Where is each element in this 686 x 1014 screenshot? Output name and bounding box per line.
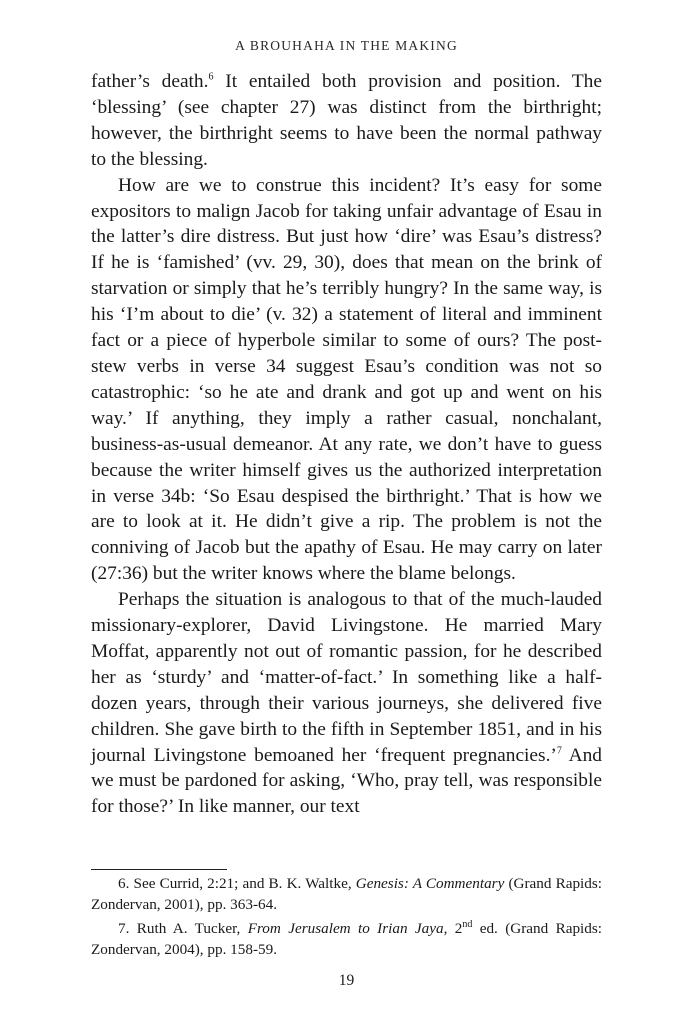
paragraph-2 xyxy=(91,173,602,588)
footnotes xyxy=(91,873,602,963)
text-run: It entailed both provision and position. The ‘blessing’ (see chapter 27) was distinct from the birthright; however, the birthright seems to have been the normal pathway to the blessing. xyxy=(91,71,602,170)
text-run: (Grand Rapids: Zondervan, 2001), pp. 363-64. xyxy=(91,875,602,913)
text-run: How are we to construe this incident? It’s easy for some expositors to malign Jacob for taking unfair advantage of Esau in the latter’s dire distress. But just how ‘dire’ was Esau’s distress? If he is ‘famished’ (vv. 29, 30), does that mean on the brink of starvation or simply that he’s terribly hungry? In the same way, is his ‘I’m about to die’ (v. 32) a statement of literal and imminent fact or a piece of hyperbole similar to some of ours? The post-stew verbs in verse 34 suggest Esau’s condition was not so catastrophic: ‘so he ate and drank and got up and went on his way.’ If anything, they imply a rather casual, nonchalant, business-as-usual demeanor. At any rate, we don’t have to guess because the writer himself gives us the authorized interpretation in verse 34b: ‘So Esau despised the birthright.’ That is how we are to look at it. He didn’t give a rip. The problem is not the conniving of Jacob but the apathy of Esau. He may carry on later (27:36) but the writer knows where the blame belongs. xyxy=(91,174,602,585)
footnote-marker: 7 xyxy=(556,745,562,757)
paragraph-3 xyxy=(91,587,602,820)
text-run: father’s death. xyxy=(91,71,209,92)
running-head: A BROUHAHA IN THE MAKING xyxy=(235,38,458,53)
italic-title: Genesis: A Commentary xyxy=(355,875,505,892)
body-text xyxy=(91,69,602,820)
italic-title: From Jerusalem to Irian Jaya xyxy=(247,920,444,937)
text-run: ed. (Grand Rapids: Zondervan, 2004), pp. 158-59. xyxy=(91,920,602,958)
paragraph-1 xyxy=(91,69,602,173)
page-number: 19 xyxy=(338,972,355,989)
footnote-6 xyxy=(91,873,602,915)
text-run: Perhaps the situation is analogous to that of the much-lauded missionary-explorer, David Livingstone. He married Mary Moffat, apparently not out of romantic passion, for he described her as ‘sturdy’ and ‘matter-of-fact.’ In something like a half-dozen years, through their various journeys, she delivered five children. She gave birth to the fifth in September 1851, and in his journal Livingstone bemoaned her ‘frequent pregnancies.’ xyxy=(91,589,602,766)
footnote-rule xyxy=(91,869,227,870)
text-run: And we must be pardoned for asking, ‘Who, pray tell, was responsible for those?’ In like manner, our text xyxy=(91,744,602,818)
text-run: 6. See Currid, 2:21; and B. K. Waltke, xyxy=(118,875,356,892)
footnote-marker: 6 xyxy=(208,71,214,83)
footnote-marker: nd xyxy=(462,918,473,930)
text-run: , 2 xyxy=(443,920,463,937)
text-run: 7. Ruth A. Tucker, xyxy=(118,920,248,937)
footnote-7 xyxy=(91,918,602,960)
